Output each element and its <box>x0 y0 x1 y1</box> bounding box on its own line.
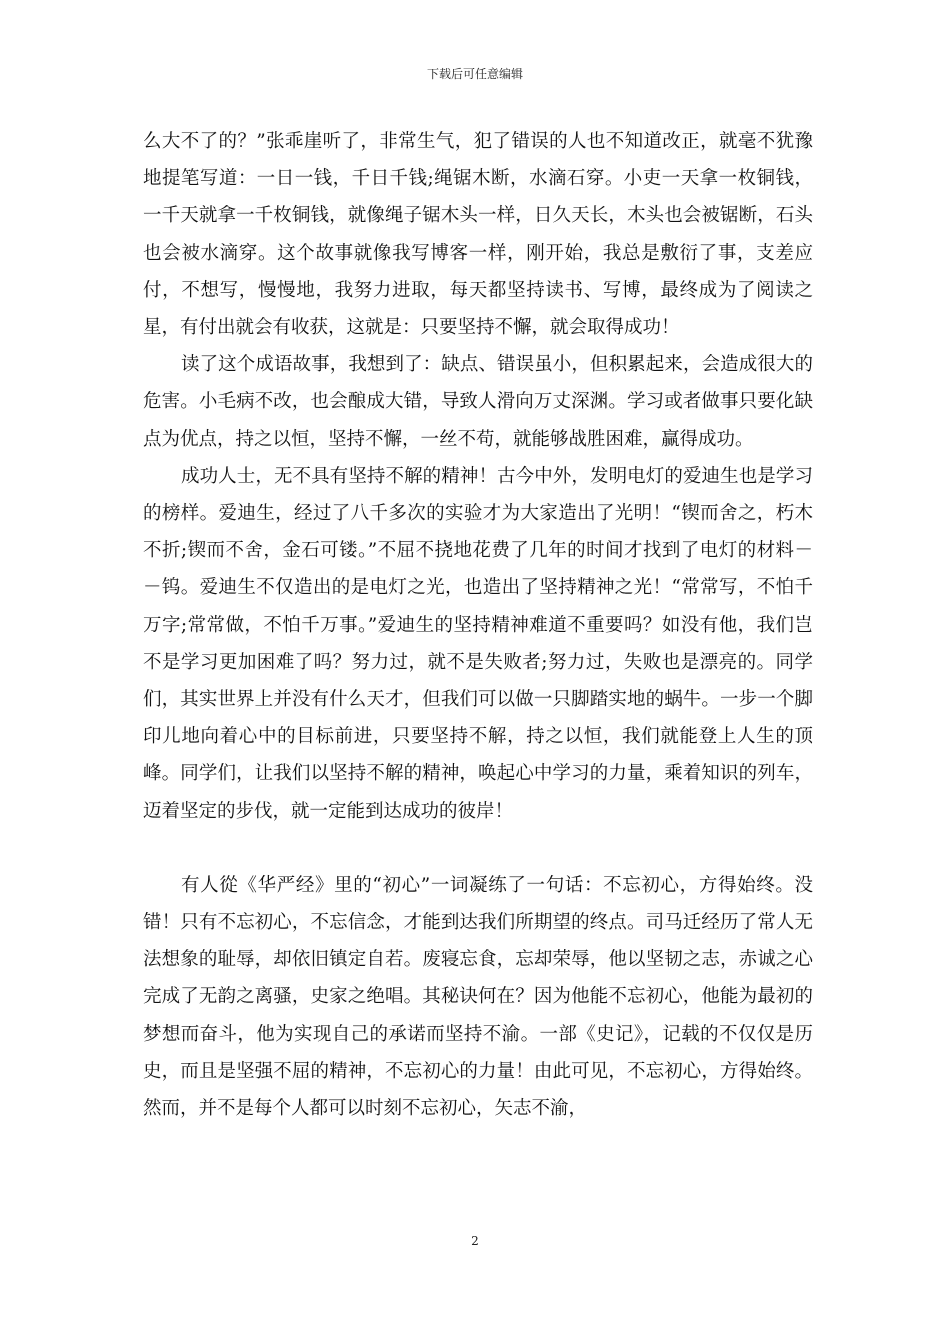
page-header: 下载后可任意编辑 <box>426 67 523 81</box>
paragraph-edison: 成功人士，无不具有坚持不解的精神！古今中外，发明电灯的爱迪生也是学习的榜样。爱迪生，经过了八千多次的实验才为大家造出了光明！“锲而舍之，朽木不折;锲而不舍，金石可镂。”不屈不挠地花费了几年的时间才找到了电灯的材料－－钨。爱迪生不仅造出的是电灯之光，也造出了坚持精神之光！“常常写，不怕千万字;常常做，不怕千万事。”爱迪生的坚持精神难道不重要吗？如没有他，我们岂不是学习更加困难了吗？努力过，就不是失败者;努力过，失败也是漂亮的。同学们，其实世界上并没有什么天才，但我们可以做一只脚踏实地的蜗牛。一步一个脚印儿地向着心中的目标前进，只要坚持不解，持之以恒，我们就能登上人生的顶峰。同学们，让我们以坚持不解的精神，唤起心中学习的力量，乘着知识的列车，迈着坚定的步伐，就一定能到达成功的彼岸！ <box>143 465 813 822</box>
paragraph-reflection: 读了这个成语故事，我想到了：缺点、错误虽小，但积累起来，会造成很大的危害。小毛病不改，也会酿成大错，导致人滑向万丈深渊。学习或者做事只要化缺点为优点，持之以恒，坚持不懈，一丝不苟，就能够战胜困难，赢得成功。 <box>143 354 813 450</box>
document-body <box>143 123 813 1127</box>
paragraph-original-aspiration: 有人從《华严经》里的“初心”一词凝练了一句话：不忘初心，方得始终。没错！只有不忘初心，不忘信念，才能到达我们所期望的终点。司马迁经历了常人无法想象的耻辱，却依旧镇定自若。废寝忘食，忘却荣辱，他以坚韧之志，赤诚之心完成了无韵之离骚，史家之绝唱。其秘诀何在？因为他能不忘初心，他能为最初的梦想而奋斗，他为实现自己的承诺而坚持不渝。一部《史记》，记载的不仅仅是历史，而且是坚强不屈的精神，不忘初心的力量！由此可见，不忘初心，方得始终。然而，并不是每个人都可以时刻不忘初心，矢志不渝， <box>143 874 813 1120</box>
paragraph-zhang-guaiya-story: 么大不了的？”张乖崖听了，非常生气，犯了错误的人也不知道改正，就毫不犹豫地提笔写道：一日一钱，千日千钱;绳锯木断，水滴石穿。小吏一天拿一枚铜钱，一千天就拿一千枚铜钱，就像绳子锯木头一样，日久天长，木头也会被锯断，石头也会被水滴穿。这个故事就像我写博客一样，刚开始，我总是敷衍了事，支差应付，不想写，慢慢地，我努力进取，每天都坚持读书、写博，最终成为了阅读之星，有付出就会有收获，这就是：只要坚持不懈，就会取得成功！ <box>143 131 813 339</box>
page-number: 2 <box>471 1234 479 1248</box>
